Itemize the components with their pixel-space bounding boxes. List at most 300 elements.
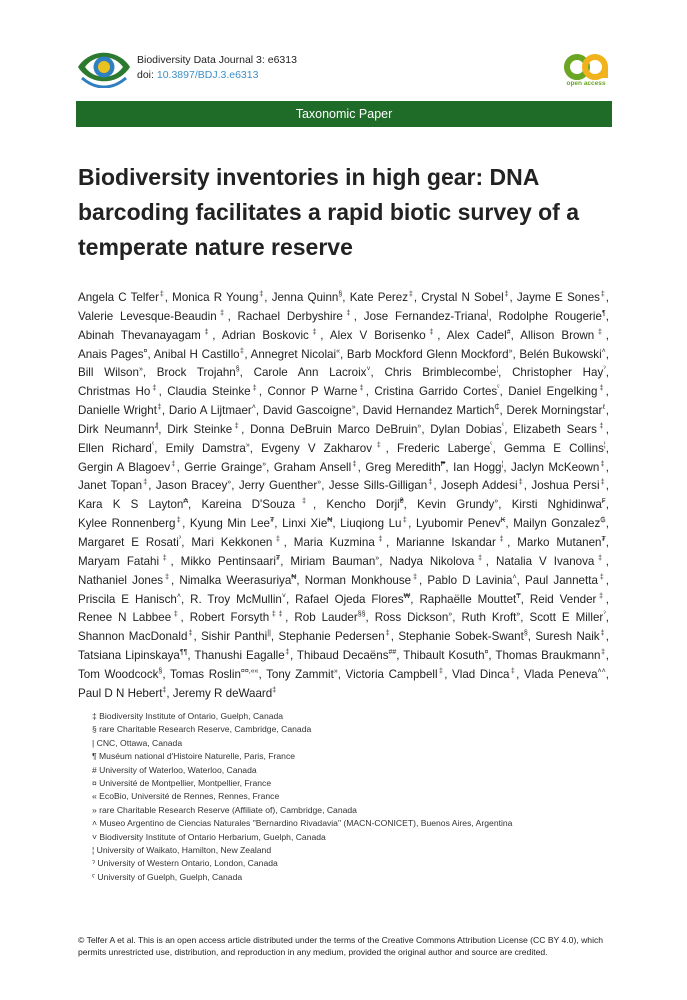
author-name-text: Brock Trojahn [156,366,236,380]
affiliation-item: ‡ Biodiversity Institute of Ontario, Guelph, Canada [92,711,284,721]
author-name-text: Alex Cadel [446,328,507,342]
affiliation-marker: ₳ [183,498,189,506]
affiliation-marker: || [267,630,271,638]
affiliation-marker: ₮ [275,554,281,562]
author-name-text: Pablo D Lavinia [427,573,513,587]
author-name: Victoria Campbell‡, [345,667,448,681]
author-name-text: Jeremy R deWaard [172,686,273,700]
author-name-text: Jenna Quinn [271,291,339,304]
author-name: Evgeny V Zakharov‡, [261,441,389,455]
author-name: Christopher Hay$^ˀ$, [512,366,609,380]
author-name: Reid Vender‡, [529,592,609,606]
author-name: Nadya Nikolova‡, [389,554,490,568]
author-name: Natalia V Ivanova‡, [495,554,609,568]
author-name-text: Claudia Steinke [167,385,251,399]
author-name-text: Kareina D'Souza [201,498,296,512]
author-name-text: Rachael Derbyshire [237,309,343,323]
affiliation-marker: ‡ [597,385,606,393]
affiliation-marker: ₸ [516,592,521,600]
author-name: David Gascoigne», [262,404,359,418]
author-name: Mailyn Gonzalez₲, [513,517,609,531]
author-name-text: Joseph Addesi [441,479,518,493]
author-name-text: Dario A Lijtmaer [168,404,252,418]
author-name: David Hernandez Martich₵, [362,404,503,418]
affiliation-marker: § [235,366,240,374]
author-name-text: Renee N Labbee [78,611,172,625]
affiliation-marker: ˁ [490,441,493,449]
affiliation-marker: ‡ [596,592,606,600]
author-name-text: Cristina Garrido Cortes [374,385,498,399]
affiliation-item: ¦ University of Waikato, Hamilton, New Zealand [92,845,272,856]
affiliation-marker: ¤ [484,649,489,657]
author-name: Jason Bracey», [155,479,235,493]
author-name-text: Kara K S Layton [78,498,184,512]
affiliation-marker: ‡ [517,479,524,487]
affiliation-marker: » [333,668,338,676]
author-name-text: Crystal N Sobel [421,291,504,304]
bdj-logo-icon [76,46,132,88]
affiliation-marker: ‡ [474,554,486,562]
author-name-text: Jesse Sills-Gilligan [328,479,428,493]
author-name: Rodolphe Rougerie¶, [498,309,609,323]
author-name-text: Jason Bracey [155,479,228,493]
author-name: R. Troy McMullin˅, [190,592,290,606]
affiliation-marker: ¤ [143,347,148,355]
author-name: Kate Perez‡, [349,291,418,304]
affiliation-marker: ‡ [599,630,606,638]
author-name: Kencho Dorji₴, [326,498,407,512]
affiliation-marker: ₮ [601,536,606,544]
author-name-text: Kyung Min Lee [189,517,270,531]
author-name-text: Reid Vender [529,592,597,606]
author-name-text: Kirsti Nghidinwa [511,498,602,512]
author-name-text: Alex V Borisenko [329,328,426,342]
author-name: Pablo D Lavinia˄, [427,573,520,587]
author-name-text: Stephanie Pedersen [278,630,385,644]
affiliation-item: # University of Waterloo, Waterloo, Canada [92,764,257,775]
affiliation-marker: ‡ [187,630,194,638]
author-name: Rachael Derbyshire‡, [237,309,358,323]
author-name-text: Scott E Miller [529,611,604,625]
affiliation-item: ˄ Museo Argentino de Ciencias Naturales "Bernardino Rivadavia" (MACN-CONICET), Buenos Aires, Argentina [92,818,513,829]
author-name: Tony Zammit», [266,667,341,681]
author-name: Stephanie Sobek-Swant§, [398,630,531,644]
author-name-text: Frederic Laberge [396,441,491,455]
author-name-text: Emily Damstra [165,441,246,455]
affiliation-marker: ¶ [601,309,606,317]
author-name-text: Donna DeBruin Marco DeBruin [250,422,418,436]
author-name-text: Marko Mutanen [517,535,602,549]
affiliation-marker: ‡ [495,536,508,544]
affiliation-marker: § [158,668,163,676]
author-name-text: Rob Lauder [294,611,358,625]
affiliation-marker: ˀ [603,611,606,619]
author-name: Kyung Min Lee₮, [189,517,278,531]
author-name: Rob Lauder§§, [294,611,369,625]
author-name: Emily Damstra», [165,441,253,455]
affiliation-marker: » [262,460,267,468]
author-name: Elizabeth Sears‡, [513,422,610,436]
affiliation-marker: ¤¤,«« [240,668,259,676]
author-name: Jose Fernandez-Triana|, [363,309,492,323]
affiliation-marker: ‡ [239,347,245,355]
author-name: Dirk Neumann₰, [78,422,162,436]
page-header [0,0,687,100]
author-name: Renee N Labbee‡, [78,611,184,625]
author-name-text: Janet Topan [78,479,143,493]
open-access-label: open access [566,80,606,87]
author-name: Miriam Bauman», [290,554,383,568]
author-name-text: Christopher Hay [512,366,604,380]
author-name: Tatsiana Lipinskaya¶¶, [78,649,191,663]
affiliation-marker: ˀ [603,366,606,374]
author-name: Anibal H Castillo‡, [153,347,248,361]
author-name: Monica R Young‡, [172,291,268,304]
author-name: Jayme E Sones‡, [516,291,609,304]
author-name: Janet Topan‡, [78,479,152,493]
author-name: Barb Mockford Glenn Mockford», [346,347,516,361]
affiliation-marker: ‡ [425,328,438,336]
author-name-text: Paul Jannetta [525,573,598,587]
author-name-text: Angela C Telfer [78,291,159,304]
affiliation-marker: ‡ [250,385,259,393]
affiliation-marker: » [417,423,422,431]
author-name-text: Dirk Neumann [78,422,155,436]
author-name: Dirk Steinke‡, [167,422,245,436]
affiliation-marker: ‡‡ [269,611,286,619]
affiliation-marker: » [245,441,250,449]
affiliation-marker: ₰ [154,423,159,431]
author-name-text: Suresh Naik [535,630,600,644]
author-name: Claudia Steinke‡, [167,385,263,399]
author-name: Shannon MacDonald‡, [78,630,197,644]
author-name-text: Annegret Nicolai [250,347,337,361]
author-name: Norman Monkhouse‡, [304,573,423,587]
affiliation-marker: ‡ [159,554,171,562]
author-name-text: Margaret E Rosati [78,535,179,549]
author-name: Margaret E Rosati$^ˀ$, [78,535,185,549]
author-name-text: Belén Bukowski [519,347,602,361]
affiliation-item: ˅ Biodiversity Institute of Ontario Herbarium, Guelph, Canada [92,831,326,842]
author-name-text: Nimalka Weerasuriya [179,573,292,587]
affiliation-marker: ‡ [600,649,606,657]
author-name-text: Marianne Iskandar [396,535,496,549]
affiliation-marker: ₲ [600,517,606,525]
author-list [78,289,609,704]
author-name: Graham Ansell‡, [273,460,361,474]
affiliation-marker: ‡ [384,630,391,638]
affiliation-marker: # [506,328,511,336]
author-name-text: Thanushi Eagalle [194,649,285,663]
author-name-text: Paul D N Hebert [78,686,163,700]
affiliation-marker: § [523,630,528,638]
author-name: Ellen Richard$^ˁ$, [78,441,158,455]
author-name-text: Greg Meredith [365,460,441,474]
author-name-text: Mikko Pentinsaari [180,554,276,568]
affiliation-marker: » [138,366,143,374]
affiliation-marker: » [448,611,453,619]
author-name: Nathaniel Jones‡, [78,573,175,587]
author-name: Kirsti Nghidinwa₣, [511,498,609,512]
author-name: Valerie Levesque-Beaudin‡, [78,309,231,323]
author-name-text: Tony Zammit [266,667,334,681]
doi-line [137,69,258,81]
author-name-text: Priscila E Hanisch [78,592,177,606]
affiliation-marker: ‡ [156,404,162,412]
author-name-text: Kylee Ronnenberg [78,517,176,531]
author-name-text: R. Troy McMullin [190,592,282,606]
author-name-text: Thomas Braukmann [495,649,601,663]
author-name-text: Jose Fernandez-Triana [363,309,487,323]
affiliation-marker: ˅ [281,592,286,600]
author-name-text: Robert Forsyth [189,611,270,625]
author-name: Brock Trojahn§, [156,366,243,380]
author-name: Linxi Xie₦, [282,517,336,531]
author-name: Tom Woodcock§, [78,667,166,681]
affiliation-marker: ‡ [163,573,171,581]
affiliation-marker: ˄ [176,592,181,600]
author-name-text: Ellen Richard [78,441,152,455]
author-name: Belén Bukowski˄, [519,347,609,361]
affiliation-marker: ‡ [150,385,159,393]
author-name: Thibaud Decaëns##, [296,649,400,663]
author-name: Chris Brimblecombe¦, [384,366,502,380]
author-name-text: Ian Hogg [453,460,502,474]
author-name: Stephanie Pedersen‡, [278,630,394,644]
affiliation-marker: ‡ [342,309,354,317]
author-name-text: Lyubomir Penev [415,517,501,531]
affiliation-marker: ˄˄ [597,668,606,676]
affiliation-marker: « [336,347,340,355]
author-name: Maria Kuzmina‡, [293,535,390,549]
author-name-text: Nathaniel Jones [78,573,164,587]
author-name-text: Anibal H Castillo [153,347,240,361]
author-name-text: Mailyn Gonzalez [513,517,601,531]
affiliation-marker: ‡ [372,441,386,449]
affiliation-list [92,710,612,884]
author-name-text: Jaclyn McKeown [511,460,600,474]
affiliation-marker: ¶¶ [179,649,188,657]
author-name: Kylee Ronnenberg‡, [78,517,186,531]
author-name: Gemma E Collins¦, [503,441,609,455]
author-name-text: Stephanie Sobek-Swant [398,630,524,644]
author-name: Allison Brown‡, [520,328,609,342]
affiliation-marker: ‡ [171,611,181,619]
author-name: Robert Forsyth‡‡, [189,611,289,625]
affiliation-marker: § [338,291,343,299]
affiliation-marker: ‡ [357,385,366,393]
affiliation-item: ˀ University of Western Ontario, London, Canada [92,858,278,869]
author-name-text: Chris Brimblecombe [384,366,497,380]
author-name: Frederic Laberge$^ˁ$, [396,441,496,455]
author-name-text: Dirk Steinke [167,422,233,436]
affiliation-marker: ˅ [366,366,371,374]
author-name: Alex V Borisenko‡, [329,328,441,342]
affiliation-marker: ‡ [427,479,434,487]
author-name: Adrian Boskovic‡, [221,328,324,342]
author-name-text: Thibault Kosuth [403,649,485,663]
affiliation-marker: §§ [357,611,366,619]
affiliation-marker: ‡ [351,460,358,468]
author-name: Rafael Ojeda Flores₩, [295,592,414,606]
author-name-text: Maryam Fatahi [78,554,160,568]
affiliation-marker: ‡ [599,291,606,299]
author-name-text: Maria Kuzmina [293,535,375,549]
author-name-text: Raphaëlle Mouttet [419,592,517,606]
author-name: Priscila E Hanisch˄, [78,592,185,606]
author-name: Marianne Iskandar‡, [396,535,511,549]
affiliation-marker: ‡ [599,479,606,487]
author-name-text: Daniel Engelking [508,385,598,399]
affiliation-marker: » [375,554,380,562]
author-name-text: Natalia V Ivanova [495,554,595,568]
affiliation-marker: ‡ [596,423,606,431]
author-name-text: Adrian Boskovic [221,328,309,342]
affiliation-marker: ₮ [269,517,275,525]
author-name: Jerry Guenther», [238,479,325,493]
affiliation-marker: ‡ [200,328,213,336]
author-name: Mikko Pentinsaari₮, [180,554,284,568]
affiliation-marker: ₩ [403,592,411,600]
author-name-text: Gergin A Blagoev [78,460,171,474]
author-name-text: Monica R Young [172,291,259,304]
affiliation-marker: ‡ [272,536,284,544]
author-name-text: Rodolphe Rougerie [498,309,602,323]
affiliation-marker: ˁ [497,385,500,393]
affiliation-marker: ˁ [501,423,505,431]
author-name: Gerrie Grainge», [184,460,270,474]
affiliation-marker: » [508,347,513,355]
author-name-text: Ross Dickson [374,611,449,625]
affiliation-marker: ‡ [170,460,177,468]
affiliation-marker: » [516,611,521,619]
affiliation-marker: ˁ [151,441,155,449]
author-name: Ross Dickson», [374,611,456,625]
author-name: Maryam Fatahi‡, [78,554,174,568]
author-name: Annegret Nicolai«, [250,347,344,361]
author-name: Vlada Peneva˄˄, [523,667,609,681]
doi-prefix: doi: [137,69,157,81]
affiliation-marker: ‡ [374,536,387,544]
author-name: Nimalka Weerasuriya₦, [179,573,300,587]
author-name-text: Connor P Warne [267,385,358,399]
author-name-text: Dylan Dobias [430,422,502,436]
author-name: Bill Wilson», [78,366,147,380]
author-name-text: Kate Perez [349,291,409,304]
author-name-text: Thibaud Decaëns [296,649,389,663]
author-name: Tomas Roslin¤¤,««, [169,667,262,681]
author-name: Crystal N Sobel‡, [421,291,513,304]
author-name-text: Elizabeth Sears [513,422,597,436]
author-name: Connor P Warne‡, [267,385,369,399]
author-name [173,687,276,700]
affiliation-marker: ‡ [594,554,606,562]
author-name: Greg Meredith₱, [365,460,449,474]
affiliation-marker: ‡ [597,573,606,581]
author-name: Ian Hogg¦, [453,460,507,474]
affiliation-marker: ¦ [603,441,606,449]
affiliation-marker: ₦ [327,517,333,525]
affiliation-marker: » [227,479,232,487]
affiliation-marker: ˄ [601,347,606,355]
author-name: Danielle Wright‡, [78,404,166,418]
affiliation-marker: ‡ [216,309,228,317]
author-name: Angela C Telfer‡, [78,291,168,304]
author-name-text: Vlad Dinca [452,667,510,681]
author-name-text: Kencho Dorji [326,498,400,512]
affiliation-marker: ℓ [602,404,606,412]
author-name-text: Nadya Nikolova [389,554,475,568]
affiliation-marker: ₵ [494,404,500,412]
author-name-text: Kevin Grundy [417,498,495,512]
author-name-text: David Gascoigne [262,404,352,418]
affiliation-marker: ‡ [284,649,290,657]
affiliation-item: ˁ University of Guelph, Guelph, Canada [92,871,243,882]
affiliation-marker: ‡ [437,668,445,676]
affiliation-marker: ‡ [162,686,167,694]
author-name-text: Joshua Persi [531,479,600,493]
article-type-banner: Taxonomic Paper [76,101,612,127]
affiliation-marker: ‡ [295,498,313,506]
author-name: Jesse Sills-Gilligan‡, [328,479,437,493]
author-name: Liuqiong Lu‡, [340,517,412,531]
author-name: Alex Cadel#, [446,328,514,342]
author-name-text: Barb Mockford Glenn Mockford [346,347,509,361]
author-name: Dylan Dobias$^ˁ$, [430,422,508,436]
affiliation-marker: ‡ [401,517,409,525]
author-name-text: Vlada Peneva [523,667,598,681]
author-name-text: Shannon MacDonald [78,630,188,644]
affiliation-marker: ‡ [272,686,277,694]
affiliation-marker: ‡ [142,479,149,487]
affiliation-item: | CNC, Ottawa, Canada [92,737,183,748]
author-name: Joseph Addesi‡, [441,479,528,493]
affiliation-item: ¶ Muséum national d'Histoire Naturelle, Paris, France [92,751,296,762]
affiliation-marker: ¦ [501,460,504,468]
affiliation-marker: ₣ [601,498,606,506]
author-name: Marko Mutanen₮, [517,535,610,549]
author-name-text: Jayme E Sones [516,291,600,304]
affiliation-marker: ₱ [440,460,446,468]
affiliation-marker: | [486,309,489,317]
author-name-text: Liuqiong Lu [340,517,402,531]
affiliation-marker: » [494,498,499,506]
author-name-text: Derek Morningstar [506,404,603,418]
author-name: Suresh Naik‡, [535,630,609,644]
author-name-text: Anais Pages [78,347,144,361]
author-name-text: Evgeny V Zakharov [261,441,373,455]
author-name-text: Rafael Ojeda Flores [295,592,404,606]
doi-link[interactable]: 10.3897/BDJ.3.e6313 [156,69,259,81]
affiliation-marker: ‡ [232,423,242,431]
journal-citation: Biodiversity Data Journal 3: e6313 [137,54,297,66]
author-name: Carole Ann Lacroix˅, [253,366,374,380]
author-name-text: Abinah Thevanayagam [78,328,201,342]
author-name: Donna DeBruin Marco DeBruin», [250,422,425,436]
author-name: Derek Morningstar$^\ell$, [506,404,609,418]
author-name-text: Christmas Ho [78,385,151,399]
author-name: Raphaëlle Mouttet₸, [419,592,524,606]
affiliation-marker: ‡ [503,291,510,299]
author-name-text: Danielle Wright [78,404,157,418]
author-name: Thibault Kosuth¤, [403,649,492,663]
author-name: Mari Kekkonen‡, [191,535,287,549]
author-name: Scott E Miller$^ˀ$, [529,611,609,625]
author-name: Kareina D'Souza‡, [201,498,317,512]
author-name-text: Mari Kekkonen [191,535,273,549]
author-name-text: Norman Monkhouse [304,573,412,587]
author-name-text: Jerry Guenther [238,479,318,493]
